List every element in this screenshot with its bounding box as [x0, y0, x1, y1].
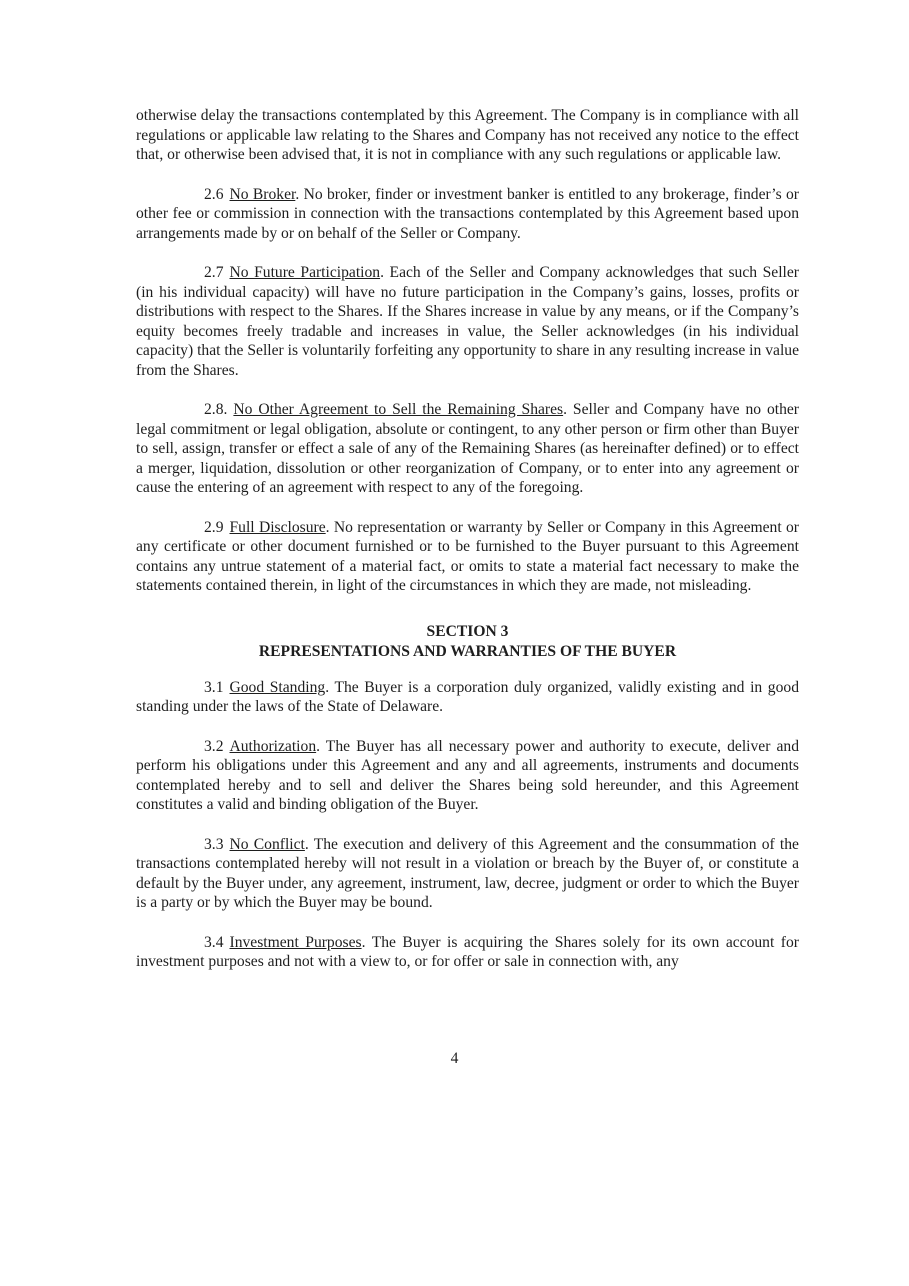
clause-number: 2.6: [204, 185, 224, 203]
clause-text: . The execution and delivery of this Agreement and the consummation of the transactions contemplated hereby will not result in a violation or breach by the Buyer of, or constitute a default by the Buyer under, any agreement, instrument, law, decree, judgment or order to which the Buyer is a party or by which the Buyer may be bound.: [136, 835, 799, 911]
section-3-header: [136, 622, 799, 662]
clause-heading: Good Standing: [229, 678, 326, 696]
clause-heading: Investment Purposes: [229, 933, 362, 951]
clause-3-4: [136, 933, 799, 972]
clause-number: 2.7: [204, 264, 224, 281]
clause-heading: No Conflict: [229, 835, 305, 853]
clause-2-7: [136, 263, 799, 380]
clause-text: . The Buyer has all necessary power and authority to execute, deliver and perform his obligations under this Agreement and any and all agreements, instruments and documents contemplated hereby and to sell and deliver the Shares being sold hereunder, and this Agreement constitutes a valid and binding obligation of the Buyer.: [136, 737, 799, 813]
clause-2-9: [136, 518, 799, 596]
section-title: REPRESENTATIONS AND WARRANTIES OF THE BUYER: [258, 642, 677, 660]
clause-2-6: [136, 185, 799, 244]
clause-number: 2.8.: [204, 401, 228, 418]
clause-number: 3.1: [204, 678, 224, 696]
clause-2-8: [136, 400, 799, 498]
clause-number: 2.9: [204, 518, 224, 536]
clause-number: 3.2: [204, 737, 224, 755]
section-label: SECTION 3: [426, 622, 509, 640]
clause-text: . The Buyer is a corporation duly organized, validly existing and in good standing under the laws of the State of Delaware.: [136, 678, 799, 715]
clause-text: . No representation or warranty by Seller or Company in this Agreement or any certificate or other document furnished or to be furnished to the Buyer pursuant to this Agreement contains any untrue statement of a material fact, or omits to state a material fact necessary to make the statements contained therein, in light of the circumstances in which they are made, not misleading.: [136, 518, 800, 594]
clause-number: 3.4: [204, 933, 224, 951]
clause-3-2: [136, 737, 799, 815]
clause-text: . No broker, finder or investment banker is entitled to any brokerage, finder’s or other fee or commission in connection with the transactions contemplated by this Agreement based upon arrangements made by or on behalf of the Seller or Company.: [136, 185, 799, 242]
document-body: [136, 106, 799, 992]
lead-paragraph: otherwise delay the transactions contemplated by this Agreement. The Company is in compliance with all regulations or applicable law relating to the Shares and Company has not received any notice to the effect that, or otherwise been advised that, it is not in compliance with any such regulations or applicable law.: [136, 107, 799, 163]
clause-text: . Seller and Company have no other legal commitment or legal obligation, absolute or contingent, to any other person or firm other than Buyer to sell, assign, transfer or effect a sale of any of the Remaining Shares (as hereinafter defined) or to effect a merger, liquidation, dissolution or other reorganization of Company, or to enter into any agreement or cause the entering of an agreement with respect to any of the foregoing.: [136, 401, 799, 496]
page-number: 4: [450, 1050, 459, 1067]
clause-text: . The Buyer is acquiring the Shares solely for its own account for investment purposes and not with a view to, or for offer or sale in connection with, any: [136, 933, 799, 970]
clause-3-3: [136, 835, 799, 913]
clause-heading: No Future Participation: [229, 264, 381, 281]
clause-3-1: [136, 678, 799, 717]
clause-heading: Full Disclosure: [229, 518, 326, 536]
clause-number: 3.3: [204, 835, 224, 853]
clause-heading: No Other Agreement to Sell the Remaining Shares: [233, 401, 564, 418]
clause-heading: Authorization: [229, 737, 317, 755]
clause-heading: No Broker: [229, 185, 296, 203]
clause-text: . Each of the Seller and Company acknowledges that such Seller (in his individual capacity) will have no future participation in the Company’s gains, losses, profits or distributions with respect to the Shares. If the Shares increase in value by any means, or if the Company’s equity becomes freely tradable and increases in value, the Seller acknowledges (in his individual capacity) that the Seller is voluntarily forfeiting any opportunity to share in any resulting increase in value from the Shares.: [136, 264, 799, 379]
